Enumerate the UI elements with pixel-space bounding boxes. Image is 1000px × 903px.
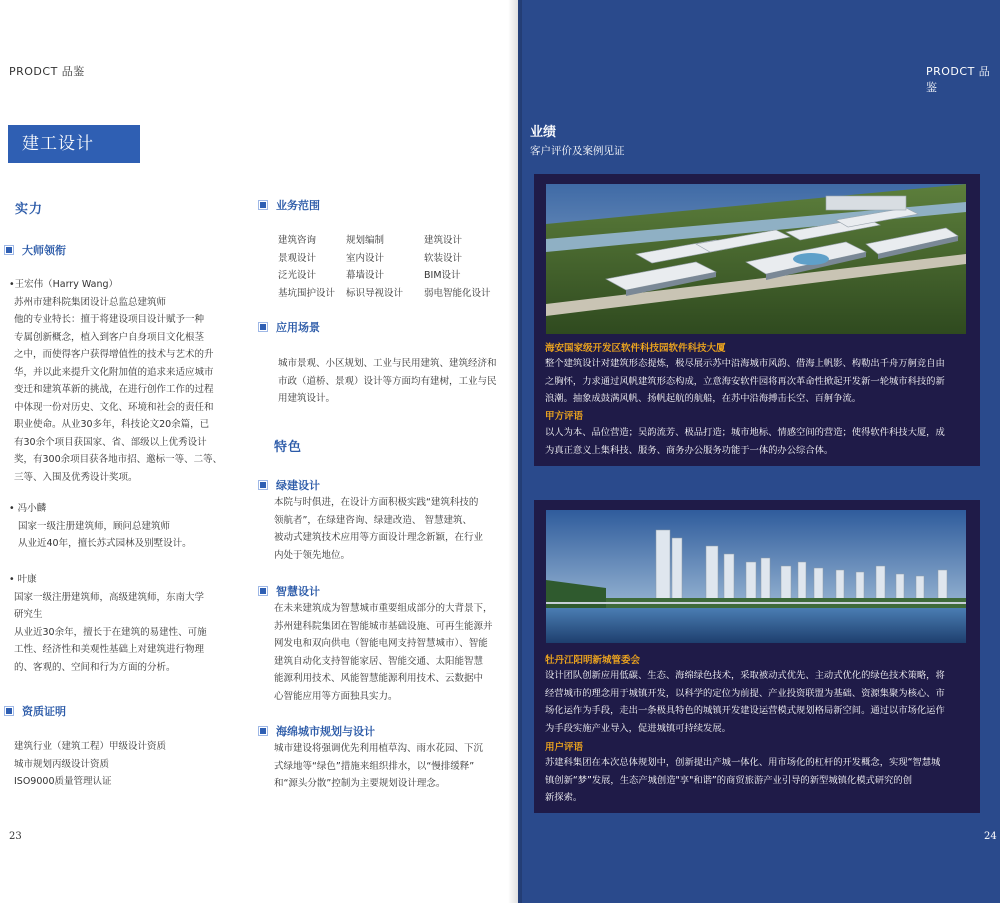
results-subtitle: 客户评价及案例见证 [530, 145, 625, 157]
scope-item: 幕墙设计 [346, 270, 385, 281]
master-2: • 冯小麟 国家一级注册建筑师，顾问总建筑师 从业近40年，擅长苏式园林及别墅设计。 [9, 500, 249, 553]
left-brand: PRODCT 品鉴 [9, 65, 85, 78]
square-bullet-icon [258, 322, 268, 332]
master-name: • 叶康 [9, 574, 37, 585]
scope-item: 建筑设计 [424, 235, 463, 246]
scope-item: 基坑围护设计 [278, 287, 336, 299]
scope-item: BIM设计 [424, 270, 461, 281]
application-text: 城市景观、小区规划、工业与民用建筑、建筑经济和 市政（道桥、景观）设计等方面均有建树，工业与民 用建筑设计。 [278, 358, 497, 404]
scope-item: 弱电智能化设计 [424, 287, 491, 299]
scope-item: 软装设计 [424, 252, 463, 264]
page-title: 建工设计 [8, 125, 140, 163]
square-bullet-icon [4, 245, 14, 255]
case-name-2: 牡丹江阳明新城管委会 [545, 655, 641, 666]
right-page-number: 24 [984, 831, 997, 842]
masters-heading: 大师领衔 [4, 242, 66, 258]
application-heading: 应用场景 [258, 319, 320, 335]
case-review-1: 以人为本、品位营造；吴韵流芳、极品打造；城市地标、情感空间的营造；使得软件科技大厦，成 为真正意义上集科技、服务、商务办公服务功能于一体的办公综合体。 [545, 427, 945, 456]
scope-item: 建筑咨询 [278, 235, 317, 246]
qualification-heading: 资质证明 [4, 703, 66, 719]
scope-item: 规划编制 [346, 235, 385, 246]
scope-heading: 业务范围 [258, 197, 320, 213]
results-title: 业绩 [530, 125, 557, 140]
feature-smart-text: 在未来建筑成为智慧城市重要组成部分的大背景下， 苏州建科院集团在智能城市基础设施、可再生能源并 网发电和双向供电（智能电网支持智慧城市）、智能 建筑自动化支持智能家居、智能交通、太阳能智慧 能源利用技术、风能智慧能源利用技术、云数据中 心智能应用等方面独具实力。 [274, 603, 493, 702]
case-image-2 [546, 510, 966, 643]
case-desc-1: 整个建筑设计对建筑形态提炼，极尽展示苏中沿海城市风韵、借海上帆影、构勒出千舟万舸竞自由 之胸怀，力求通过风帆建筑形态构成，立意海安软件园将再次革命性掀起开发新一轮城市科技的新 浪潮。抽象成鼓满风帆、扬帆起航的航船，在苏中沿海搏击长空、百舸争流。 [545, 358, 945, 404]
aerial-campus-illustration [546, 184, 966, 334]
case-card-1 [534, 174, 980, 466]
strength-heading: 实力 [15, 202, 44, 217]
case-card-2 [534, 500, 980, 813]
square-bullet-icon [258, 726, 268, 736]
scope-item: 泛光设计 [278, 270, 317, 281]
master-3: • 叶康 国家一级注册建筑师，高级建筑师，东南大学 研究生 从业近30余年，擅长于在建筑的易建性、可施 工性、经济性和美观性基础上对建筑进行物理 的、客观的、空间和行为方面的分析。 [9, 571, 249, 676]
master-name: •王宏伟（Harry Wang） [9, 279, 119, 290]
case-review-label-2: 用户评语 [545, 742, 584, 753]
feature-green-text: 本院与时俱进，在设计方面积极实践“建筑科技的 领航者”，在绿建咨询、绿建改造、 智慧建筑、 被动式建筑技术应用等方面设计理念新颖，在行业 内处于领先地位。 [274, 497, 484, 561]
feature-sponge-heading: 海绵城市规划与设计 [258, 723, 375, 739]
city-skyline-illustration [546, 510, 966, 643]
scope-item: 景观设计 [278, 252, 317, 264]
feature-smart-heading: 智慧设计 [258, 583, 320, 599]
square-bullet-icon [258, 586, 268, 596]
feature-sponge-text: 城市建设将强调优先利用植草沟、雨水花园、下沉 式绿地等“绿色”措施来组织排水，以“慢排缓释” 和“源头分散”控制为主要规划设计理念。 [274, 743, 484, 789]
features-heading: 特色 [274, 440, 303, 455]
master-1: •王宏伟（Harry Wang） 苏州市建科院集团设计总监总建筑师 他的专业特长：擅于将建设项目设计赋予一种 专属创新概念，植入到客户自身项目文化根茎 之中，而使得客户获得增值性的技术与艺术的升 华，并以此来提升文化附加值的追求来适应城市 变迁和建筑革新的挑战，在进行创作工作的过程 中体现一份对历史、文化、环境和社会的责任和 职业使命。从业30多年，科技论文20余篇，已 有30余个项目获国家、省、部级以上优秀设计 奖，有300余项目获各地市招、邀标一等、二等、 三等、入围及优秀设计奖项。 [9, 276, 249, 486]
left-page-number: 23 [9, 831, 22, 842]
feature-green-heading: 绿建设计 [258, 477, 320, 493]
case-review-2: 苏建科集团在本次总体规划中，创新提出产城一体化、用市场化的杠杆的开发概念，实现“智慧城 镇创新“梦”发展，生态产城创造"享"和谐”的商贸旅游产业引导的新型城镇化模式研究的创 新探索。 [545, 757, 941, 803]
case-desc-2: 设计团队创新应用低碳、生态、海绵绿色技术，采取被动式优先、主动式优化的绿色技术策略，将 经营城市的理念用于城镇开发，以科学的定位为前提、产业投资联盟为基础、资源集聚为核心、市 场化运作为手段，走出一条极具特色的城镇开发建设运营模式规划格局新空间。通过以市场化运作 为手段实施产业导入，促进城镇可持续发展。 [545, 670, 945, 734]
qualification-list: 建筑行业（建筑工程）甲级设计资质 城市规划丙级设计资质 ISO9000质量管理认证 [14, 741, 167, 787]
case-name-1: 海安国家级开发区软件科技园软件科技大厦 [545, 343, 726, 354]
case-review-label-1: 甲方评语 [545, 411, 584, 422]
square-bullet-icon [4, 706, 14, 716]
scope-item: 室内设计 [346, 252, 385, 264]
scope-grid [278, 232, 514, 302]
square-bullet-icon [258, 480, 268, 490]
right-brand: PRODCT 品鉴 [926, 65, 991, 94]
square-bullet-icon [258, 200, 268, 210]
master-name: • 冯小麟 [9, 503, 47, 514]
scope-item: 标识导视设计 [346, 287, 404, 299]
case-image-1 [546, 184, 966, 334]
